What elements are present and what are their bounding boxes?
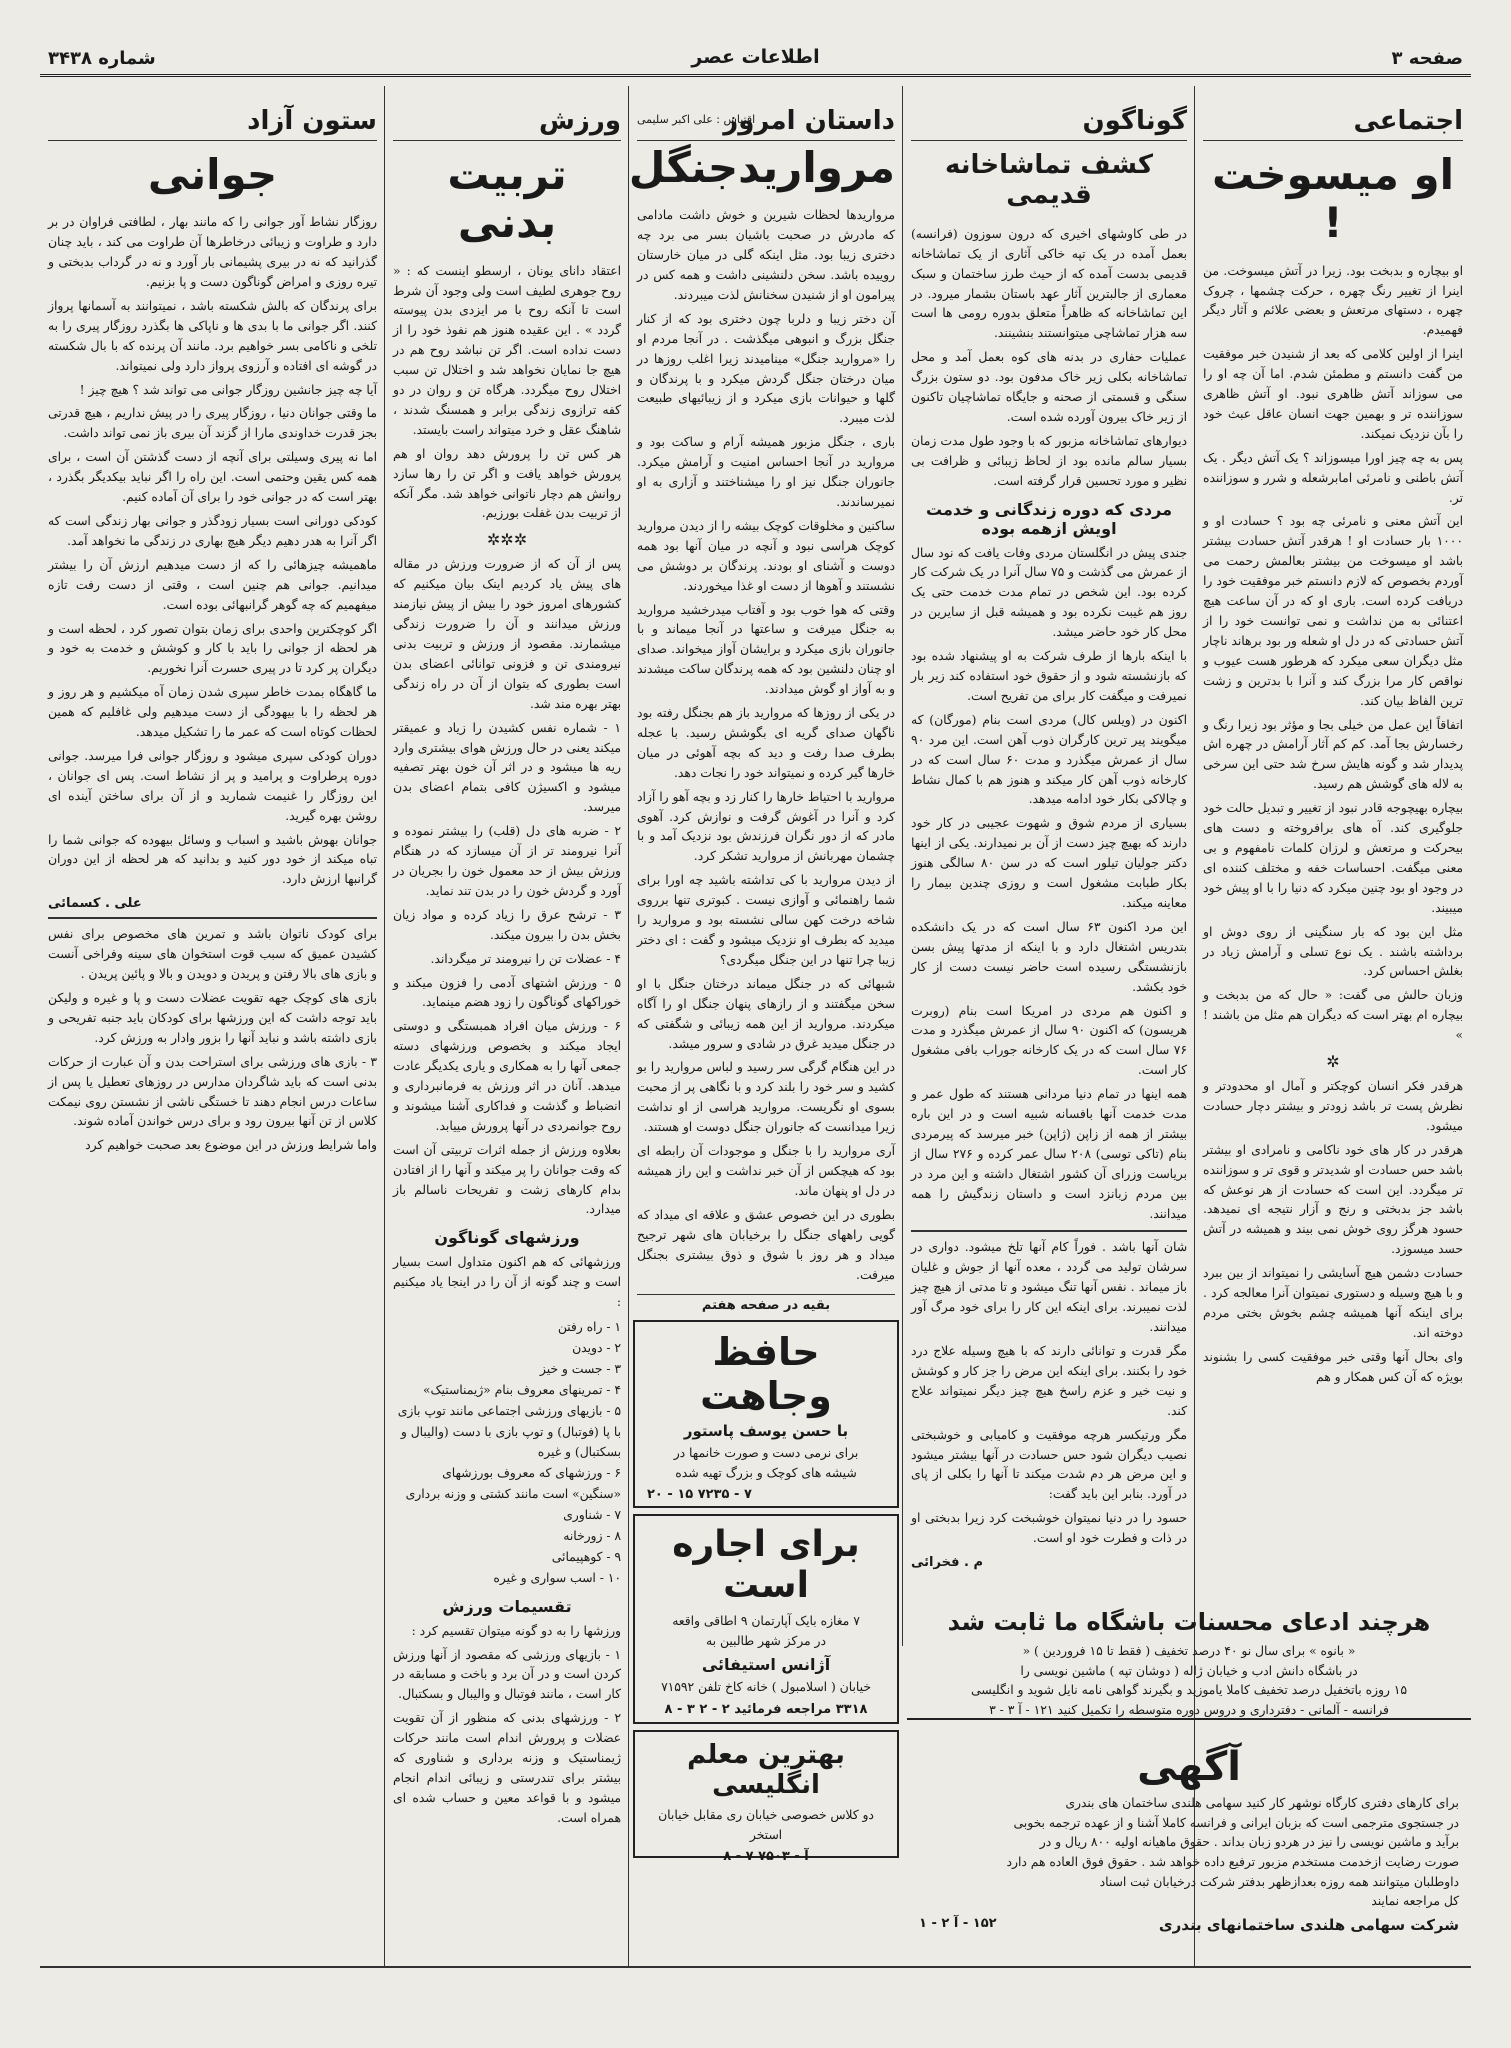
ad-line: برای کارهای دفتری کارگاه نوشهر کار کنید سهامی هلندی ساختمان های بندری	[1065, 1796, 1459, 1810]
article-paragraph: شان آنها باشد . فوراً کام آنها تلخ میشود. دواری در سرشان تولید می گردد ، معده آنها از جوش و غلیان باز میماند . نفس آنها تنگ میشود و تا مدتی از هیچ چیز لذت نمیبرند. برای اینکه این کار را برای خود مرگ آور میدانند.	[911, 1240, 1187, 1335]
article-paragraph: ورزشهائی که هم اکنون متداول است بسیار است و چند گونه از آن را در اینجا یاد میکنیم :	[393, 1255, 621, 1310]
article-paragraph: ۴ - عضلات تن را نیرومند تر میگرداند.	[430, 951, 621, 966]
article-paragraph: ۲ - ضربه های دل (قلب) را بیشتر نموده و آنرا نیرومند تر از آن میسازد که در هنگام ورزش بیش از حد معمول خون را بجریان در آورد و گردش خون را در بدن تند نماید.	[393, 824, 621, 898]
ad-title: آگهی	[1137, 1744, 1241, 1790]
ad-address: خیابان ( اسلامبول ) خانه کاخ تلفن ۷۱۵۹۲	[661, 1680, 871, 1695]
list-item: ۴ - تمرینهای معروف بنام «ژیمناستیک»	[423, 1382, 621, 1397]
article-paragraph: اگر کوچکترین واحدی برای زمان بتوان تصور کرد ، لحظه است و هر لحظه از جوانی را باید با کار و کوشش و خدمت به خود و دیگران پر کرد تا در پیری حسرت آنرا نخوریم.	[48, 621, 377, 676]
ad-subtitle: با حسن یوسف پاستور	[683, 1422, 849, 1440]
ad-line: ۱۵ روزه باتخفیل درصد تخفیف کاملا یاموزید و بگیرند گواهی نامه نایل شوید و انگلیسی	[971, 1683, 1407, 1698]
article-paragraph: وقتی که هوا خوب بود و آفتاب میدرخشید مروارید به جنگل میرفت و ساعتها در آنجا میماند و با جانوران بازی میکرد و برایشان آواز میخواند. صدای او چنان دلنشین بود که همه پرندگان ساکت میشدند و به آواز او گوش میدادند.	[637, 602, 895, 697]
article-paragraph: اتفاقاً این عمل من خیلی بجا و مؤثر بود زیرا رنگ و رخسارش بجا آمد. کم کم آثار آرامش در چهره اش پدیدار شد و گونه هایش سرخ شد حتی این سرخی به لاله های گوشش هم رسید.	[1203, 717, 1463, 792]
article-signature: علی . کسمائی	[48, 896, 142, 912]
article-paragraph: جوانان بهوش باشید و اسباب و وسائل بیهوده که جوانی شما را تباه میکند از خود دور کنید و بدانید که هر لحظه از این دوران گرانبها ارزش دارد.	[48, 832, 377, 887]
article-paragraph: وای بحال آنها وقتی خبر موفقیت کسی را بشنوند بویژه که آن کس همکار و هم	[1203, 1349, 1463, 1384]
article-paragraph: ما وقتی جوانان دنیا ، روزگار پیری را در پیش نداریم ، هیچ قدرتی بجز قدرت خداوندی مارا از گزند آن بیری باز نمی تواند داشت.	[48, 406, 377, 441]
section-divider	[48, 917, 377, 919]
column-gunagun	[903, 86, 1195, 1598]
article-paragraph: او بیچاره و بدبخت بود. زیرا در آتش میسوخت. من اینرا از تغییر رنگ چهره ، حرکت چشمها ، چروک چهره ، دستهای مرتعش و بعضی علائم و آثار دیگر فهمیدم.	[1203, 263, 1463, 338]
article-paragraph: ورزشها را به دو گونه میتوان تقسیم کرد :	[411, 1623, 621, 1638]
article-paragraph: مثل این بود که بار سنگینی از روی دوش او برداشته باشند . یک نوع تسلی و آرامش زیاد در بغلش احساس کرد.	[1203, 924, 1463, 979]
column-azad	[40, 86, 385, 1966]
page-number: صفحه ۳	[1391, 48, 1463, 69]
article-byline: اقتباس : علی اکبر سلیمی	[637, 113, 756, 126]
ad-english-teacher	[633, 1730, 899, 1865]
article-paragraph: هرقدر فکر انسان کوچکتر و آمال او محدودتر و نظرش پست تر باشد زودتر و بیشتر دچار حسادت میشود.	[1203, 1079, 1463, 1133]
article-paragraph: اما نه پیری وسیلتی برای آنچه از دست گذشتن آن است ، برای همه کس یقین وحتمی است. این راه را اگر نباید بیکدیگر بگذرد ، بهتر است که در جوانی خود را برای آن آماده کنیم.	[48, 450, 377, 505]
ad-line: در جستجوی مترجمی است که بزبان ایرانی و فرانسه کاملا آشنا و از عهده ترجمه بخوبی	[1013, 1815, 1459, 1830]
list-item: ۳ - جست و خیز	[539, 1361, 621, 1376]
continued-notice: بقیه در صفحه هفتم	[637, 1294, 895, 1313]
article-paragraph: وزبان حالش می گفت: « حال که من بدبخت و بیچاره ام بهتر است که دیگران هم مثل من باشند ! »	[1203, 988, 1463, 1043]
ad-line: شیشه های کوچک و بزرگ تهیه شده	[675, 1465, 857, 1480]
article-paragraph: آن دختر زیبا و دلربا چون دختری بود که از کنار جنگل بزرگ و انبوهی میگذشت . در آنجا مردم او را «مروارید جنگل» مینامیدند زیرا اغلب روزها در میان درختان جنگل گردش میکرد و با پرندگان و گلها و حیوانات بازی میکرد و از زیبائیهای طبیعت لذت میبرد.	[637, 311, 895, 426]
ad-line: صورت رضایت ازخدمت مستخدم مزبور ترفیع داده خواهد شد . حقوق فوق العاده هم دارد	[1006, 1855, 1459, 1870]
list-item: ۷ - شناوری	[563, 1508, 621, 1523]
article-headline: او میسوخت !	[1211, 150, 1455, 248]
article-paragraph: حسادت دشمن هیچ آسایشی را نمیتواند از بین ببرد و با هیچ وسیله و دستوری نمیتوان آنرا معالجه کرد . برای اینکه آنها همیشه چشم بخوش بختی مردم دوخته اند.	[1203, 1266, 1463, 1340]
ad-phone: ۷ - ۷۲۳۵ ۱۵ - ۲۰	[647, 1487, 752, 1503]
article-paragraph: اعتقاد دانای یونان ، ارسطو اینست که : « روح جوهری لطیف است ولی وجود آن شرط است تا آنکه روح با مر ایزدی بدن پیوسته گردد » . این عقیده هنوز هم نفوذ خود را از دست نداده است. اگر تن نباشد روح هم در هیچ جا نمایان نخواهد شد و اختلال تن سبب اختلال روح میگردد. هرگاه تن و روان در دو کفه ترازوی زندگی برابر و همسنگ شدند ، شاهنگ عقل و خرد میتواند راست بایستد.	[393, 263, 621, 437]
list-item: ۲ - دویدن	[572, 1340, 621, 1355]
list-item: ۸ - زورخانه	[563, 1529, 621, 1543]
article-paragraph: ۱ - بازیهای ورزشی که مقصود از آنها ورزش کردن است و در آن برد و باخت و مسابقه در کار است ، مانند فوتبال و والیبال و بسکتبال.	[393, 1647, 621, 1702]
ad-hafez-vejahat	[633, 1320, 899, 1508]
article-paragraph: آری مروارید را با جنگل و موجودات آن رابطه ای بود که هیچکس از آن خبر نداشت و این راز همیشه در دل او پنهان ماند.	[637, 1144, 895, 1198]
article-paragraph: پس از آن که از ضرورت ورزش در مقاله های پیش یاد کردیم اینک بیان میکنیم که کشورهای امروز خود را بیش از پیش نیازمند ورزش میدانند و آن را ضرورت زندگی میشمارند. مقصود از ورزش و تربیت بدنی نیرومندی تن و فزونی توانائی اعضای بدن است بطوری که بتوان از آن در راه زندگی بهتر بهره مند شد.	[393, 557, 621, 711]
article-paragraph: ۲ - ورزشهای بدنی که منظور از آن تقویت عضلات و پرورش اندام است مانند حرکات ژیمناستیک و وزنه برداری و شناوری که بیشتر برای تندرستی و زیبائی اندام انجام میشود و با قواعد معین و حساب شده ای همراه است.	[393, 1711, 621, 1825]
article-paragraph: ما گاهگاه بمدت خاطر سپری شدن زمان آه میکشیم و هر روز و هر لحظه را با بیهودگی از دست میدهیم ولی غافلیم که همین لحظات کوتاه است که عمر ما را تشکیل میدهد.	[48, 685, 377, 740]
article-paragraph: از دیدن مروارید با کی تداشته باشید چه اورا برای شما راهنمائی و آوازی نیست . کبوتری تنها برروی شاخه درخت کهن سالی نشسته بود و مروارید را میدید که بطرف او نزدیک میشود و گفت : ای دختر زیبا چرا تنها در این جنگل میگردی؟	[637, 873, 895, 967]
ad-line: داوطلبان میتوانند همه روزه بعدازظهر بدفتر شرکت درخیابان ثبت اسناد	[1099, 1874, 1459, 1889]
article-paragraph: ۶ - ورزش میان افراد همبستگی و دوستی ایجاد میکند و بخصوص ورزشهای دسته جمعی آنها را به همکاری و یاری یکدیگر عادت میدهد. آنان در اثر ورزش به فرمانبرداری و انضباط و گذشت و فداکاری آشنا میشوند و روح جوانمردی در آنها پرورش مییابد.	[393, 1019, 621, 1133]
ad-phone: آ - ۷۵۰۳ ۷ - ۸	[723, 1849, 809, 1865]
article-paragraph: ۱ - شماره نفس کشیدن را زیاد و عمیقتر میکند یعنی در حال ورزش هوای بیشتری وارد ریه ها میشود و در اثر آن خون بهتر تصفیه میشود و اکسیژن کافی بتمام اعضای بدن میرسد.	[393, 720, 621, 815]
bottom-rule	[40, 1966, 1471, 1968]
ad-title: حافظ وجاهت	[700, 1330, 832, 1418]
section-kicker: اجتماعی	[1203, 106, 1463, 141]
article-paragraph: همه اینها در تمام دنیا مردانی هستند که طول عمر و مدت خدمت آنها بافسانه شبیه است و در این باره بیشتر از همه از زاپن (ژاپن) خبر میرسد که پیرمردی بنام (تاکی توسی) ۲۰۸ سال عمر کرده و ۲۷۶ سال از بریاست وزرای آن کشور اشتغال داشته و این مرد در بین مردم زبانزد است و داستان زندگیش را همه میدانند.	[911, 1087, 1187, 1221]
article-paragraph: هر کس تن را پرورش دهد روان او هم پرورش خواهد یافت و اگر تن را رها سازد روانش هم دچار ناتوانی خواهد شد. مگر آنکه از تربیت بدن غفلت بورزیم.	[393, 446, 621, 521]
article-paragraph: مروارید با احتیاط خارها را کنار زد و بچه آهو را آزاد کرد و آنرا در آغوش گرفت و نوازش کرد. آهوی مادر که از دور نگران فرزندش بود نزدیک آمد و با چشمان مهربانش از مروارید تشکر کرد.	[637, 789, 895, 864]
ad-footer	[919, 1916, 1459, 1934]
ad-for-rent	[633, 1514, 899, 1724]
article-paragraph: بازی های کوچک جهه تقویت عضلات دست و پا و غیره و ولیکن باید توجه داشت که این ورزشها برای کودکان باید جنبه تفریحی و بازی داشته باشد و نباید آنها را بزور وادار به ورزش کرد.	[48, 991, 377, 1045]
column-dastan	[629, 86, 903, 1286]
article-headline: کشف تماشاخانه قدیمی	[945, 150, 1153, 210]
ad-phone: ۳۳۱۸ مراجعه فرمائید ۲ - ۲ ۳ - ۸	[664, 1702, 868, 1718]
article-paragraph: جندی پیش در انگلستان مردی وفات یافت که نود سال از عمرش می گذشت و ۷۵ سال آنرا در یک شرکت کار کرده بود. این شخص در تمام مدت خدمت حتی یک روز هم غیبت نکرده بود و همیشه قبل از سایرین در محل کار خود حاضر میشد.	[911, 545, 1187, 640]
list-item: ۵ - بازیهای ورزشی اجتماعی مانند توپ بازی با پا (فوتبال) و توپ بازی با دست (والیبال و بسکتبال) و غیره	[397, 1403, 621, 1460]
article-paragraph: برای پرندگان که بالش شکسته باشد ، نمیتوانند به آسمانها پرواز کنند. اگر جوانی ما با بدی ها و ناپاکی ها بگذرد روزگار پیری را به تلخی و ناکامی بسر خواهیم برد. مانند آن پرنده که با بال شکسته در گوشه ای افتاده و آرزوی پرواز دارد ولی نمیتواند.	[48, 298, 377, 373]
article-paragraph: ۳ - بازی های ورزشی برای استراحت بدن و آن عبارت از حرکات بدنی است که باید شاگردان مدارس در روزهای تعطیل یا پس از ساعات درس انجام دهند تا خستگی ناشی از نشستن روی نیمکت کلاس از تن آنها بیرون رود و برای درس خواندن آماده شوند.	[48, 1054, 377, 1129]
article-paragraph: ماهمیشه چیزهائی را که از دست میدهیم ارزش آن را بیشتر میدانیم. جوانی هم چنین است ، وقتی از دست رفت تازه میفهمیم که چه گوهر گرانبهائی بوده است.	[48, 557, 377, 612]
article-headline: تربیت بدنی	[447, 150, 567, 248]
section-kicker: ستون آزاد	[48, 106, 377, 141]
article-paragraph: عملیات حفاری در بدنه های کوه بعمل آمد و محل تماشاخانه بکلی زیر خاک مدفون بود. دو ستون بزرگ سنگی و قسمتی از صحنه و جایگاه تماشاچیان تاکنون از زیر خاک بیرون آورده شده است.	[911, 350, 1187, 424]
article-paragraph: با اینکه بارها از طرف شرکت به او پیشنهاد شده بود که بازنشسته شود و از حقوق خود استفاده کند زیر بار نمیرفت و میگفت کار برای من تفریح است.	[911, 649, 1187, 703]
column-varzesh	[385, 86, 629, 1966]
section-kicker: گوناگون	[911, 106, 1187, 141]
article-headline: جوانی	[147, 150, 278, 199]
ad-phone: ۱۵۲ - آ ۲ - ۱	[919, 1916, 997, 1932]
article-paragraph: واما شرایط ورزش در این موضوع بعد صحبت خواهیم کرد	[85, 1138, 377, 1153]
ad-line: دو کلاس خصوصی خیابان ری مقابل خیابان استخر	[658, 1808, 874, 1842]
list-item: ۹ - کوهپیمائی	[551, 1549, 621, 1564]
ad-line: فرانسه - آلمانی - دفترداری و دروس دوره متوسطه را تکمیل کنید ۱۲۱ - آ ۳ - ۳	[989, 1703, 1389, 1718]
article-paragraph: هرقدر در کار های خود ناکامی و نامرادی او بیشتر باشد حس حسادت او شدیدتر و قوی تر و سوزاننده تر میگردد. این است که حسادت از هر نوعش که باشد جز بدبختی و رنج و آزار نتیجه ای نمیدهد. حسود هرگز روی خوش نمی بیند و همیشه در آتش حسد میسوزد.	[1203, 1142, 1463, 1257]
ad-line: ۷ مغازه بایک آپارتمان ۹ اطاقی واقعه	[672, 1614, 860, 1628]
section-divider	[911, 1230, 1187, 1232]
ad-title: هرچند ادعای محسنات باشگاه ما ثابت شد	[947, 1608, 1431, 1636]
article-subheadline: ورزشهای گوناگون	[434, 1228, 580, 1248]
masthead	[40, 40, 1471, 77]
list-item: ۶ - ورزشهای که معروف بورزشهای «سنگین» است مانند کشتی و وزنه برداری	[405, 1466, 621, 1502]
article-paragraph: اکنون در (ویلس کال) مردی است بنام (مورگان) که میگویند پیر ترین کارگران ذوب آهن است. این مرد ۹۰ سال از عمرش میگذرد و مدت ۶۰ سال است که در کارخانه ذوب آهن کار میکند و هنوز هم با کمال نشاط و چالاکی بکار خود ادامه میدهد.	[911, 712, 1187, 807]
article-paragraph: ۳ - ترشح عرق را زیاد کرده و مواد زیان بخش بدن را بیرون میکند.	[393, 907, 621, 942]
article-paragraph: برای کودک ناتوان باشد و تمرین های مخصوص برای نفس کشیدن عمیق که سبب قوت استخوان های سینه وفراخی آنست و بازی های بالا رفتن و پریدن و دویدن و بالا و پائین پریدن .	[48, 927, 377, 982]
article-paragraph: این مرد اکنون ۶۳ سال است که در یک دانشکده بتدریس اشتغال دارد و با اینکه از مدتها پیش بسن بازنشستگی رسیده است حاضر نیست دست از کار خود بکشد.	[911, 919, 1188, 994]
article-paragraph: دیوارهای تماشاخانه مزبور که با وجود طول مدت زمان بسیار سالم مانده بود از لحاظ زیبائی و ظرافت بی نظیر و مورد تحسین قرار گرفته است.	[911, 433, 1187, 488]
article-paragraph: آیا چه چیز جانشین روزگار جوانی می تواند شد ؟ هیچ چیز !	[79, 382, 377, 397]
article-headline: مرواریدجنگل	[628, 143, 895, 192]
ad-title: برای اجاره است	[672, 1524, 860, 1606]
ad-line: برای نرمی دست و صورت خانمها در	[673, 1446, 859, 1460]
star-divider-icon: ✲✲✲	[486, 530, 528, 550]
article-paragraph: بسیاری از مردم شوق و شهوت عجیبی در کار خود دارند که بهیچ چیز دست از آن بر نمیدارند. یکی از اینها دکتر جولیان تیلور است که در سن ۸۰ سالگی هنوز بکار طبابت مشغول است و روزی چندین بیمار را معاینه میکند.	[911, 816, 1187, 910]
article-paragraph: مگر قدرت و توانائی دارند که با هیچ وسیله علاج درد خود را بکنند. برای اینکه این مرض را جز کار و کوشش و نیت خیر و عزم راسخ هیچ چیز دیگر نمیتواند علاج کند.	[911, 1344, 1187, 1418]
article-paragraph: شبهائی که در جنگل میماند درختان جنگل با او سخن میگفتند و از رازهای پنهان جنگل او را آگاه میکردند. مروارید از این همه زیبائی و شگفتی که در جنگل میدید غرق در شادی و سرور میشد.	[637, 976, 895, 1051]
ad-agency: آژانس استیفائی	[701, 1655, 831, 1675]
article-subheadline: مردی که دوره زندگانی و خدمت اویش ازهمه بوده	[926, 499, 1172, 538]
article-paragraph: روزگار نشاط آور جوانی را که مانند بهار ، لطافتی فراوان در بر دارد و طراوت و زیبائی درخاطرها آن طراوت می کند ، باید چنان گذرانید که نه در بیری پشیمانی بار آورد و نه در گرداب بدبختی و تیره روزی و امراض گوناگون دست و پا بزنیم.	[48, 215, 377, 290]
issue-number: شماره ۳۴۳۸	[48, 48, 156, 69]
column-ijtemai	[1195, 86, 1471, 1598]
article-paragraph: در طی کاوشهای اخیری که درون سوزون (فرانسه) بعمل آمده در یک تپه خاکی آثاری از یک تماشاخانه قدیمی بدست آمده که از حیث طرز ساختمان و سبک معماری از جالبترین آثار عهد باستان بشمار میرود. در این تماشاخانه که ظاهراً متعلق بدوره رومی ها است سه هزار تماشاچی میتوانستند بنشینند.	[911, 226, 1187, 341]
ad-club	[907, 1600, 1471, 1720]
article-paragraph: مگر ورتیکسر هرچه موفقیت و کامیابی و خوشبختی نصیب دیگران شود حس حسادت در آنها بیشتر میشود و این مرض هر دم شدت میکند تا آنها را بکلی از پای در آورد. بنابر این باید گفت:	[911, 1427, 1187, 1502]
article-paragraph: ۵ - ورزش اشتهای آدمی را فزون میکند و خوراکهای گوناگون را زود هضم مینماید.	[393, 975, 621, 1010]
article-paragraph: ساکنین و مخلوقات کوچک بیشه را از دیدن مروارید کوچک هراسی نبود و آنچه در میان آنها بود همه دوست و آشنای او بودند. پرندگان بر دوشش می نشستند و آهوها از دست او غذا میخوردند.	[637, 518, 895, 593]
article-paragraph: و اکنون هم مردی در امریکا است بنام (روبرت هریسون) که اکنون ۹۰ سال از عمرش میگذرد و مدت ۷۶ سال است که در یک کارخانه جوراب بافی مشغول کار است.	[911, 1003, 1187, 1078]
article-paragraph: بطوری در این خصوص عشق و علاقه ای میداد که گویی راههای جنگل را برخیابان های شهر ترجیح میداد و هر روز با شوق و ذوق بیشتری بجنگل میرفت.	[637, 1207, 895, 1282]
article-paragraph: در این هنگام گرگی سر رسید و لباس مروارید را بو کشید و سر خود را بلند کرد و با نگاهی پر از محبت بسوی او نگریست. مروارید هراسی از او نداشت زیرا میدانست که جانوران جنگل دوست او هستند.	[637, 1060, 895, 1135]
article-paragraph: در یکی از روزها که مروارید باز هم بجنگل رفته بود ناگهان صدای گریه ای بگوشش رسید. با عجله بطرف صدا رفت و دید که بچه آهوئی در میان خارها گیر کرده و نمیتواند خود را نجات دهد.	[637, 706, 895, 780]
list-item: ۱۰ - اسب سواری و غیره	[493, 1570, 621, 1585]
ad-line: در مرکز شهر طالبین به	[706, 1633, 826, 1648]
article-signature: م . فخرائی	[911, 1555, 983, 1571]
ad-line: کل مراجعه نمایند	[1371, 1894, 1459, 1909]
article-paragraph: مرواریدها لحظات شیرین و خوش داشت مادامی که مادرش در صحبت باشیان بسر می برد چه دختری زیبا بود. مثل اینکه گلی در میان خارستان روییده باشد. سخن دلنشینی داشت و همه کس در پیرامون او از شنیدن سخنانش لذت میبردند.	[637, 208, 895, 302]
ad-title: بهترین معلم انگلیسی	[687, 1740, 845, 1800]
ad-line: برآید و ماشین نویسی را نیز در هردو زبان بداند . حقوق ماهیانه اولیه ۸۰۰ ریال و در	[1039, 1835, 1459, 1850]
article-paragraph: بیچاره بهیچوجه قادر نبود از تغییر و تبدیل حالت خود جلوگیری کند. آه های برافروخته و دست های بیحرکت و مرتعش و لرزان کلمات نامفهوم و بی معنی میگفت. احساسات خفه و مختلف کننده ای در وجود او بود چنین میکرد که دنیا را با او پیش خود میبیند.	[1203, 801, 1463, 915]
ad-line: « بانوه » برای سال نو ۴۰ درصد تخفیف ( فقط تا ۱۵ فروردین ) «	[1022, 1644, 1356, 1658]
article-paragraph: حسود را در دنیا نمیتوان خوشبخت کرد زیرا بدبختی او در ذات و فطرت خود او است.	[911, 1511, 1187, 1546]
list-item: ۱ - راه رفتن	[557, 1320, 621, 1335]
article-paragraph: اینرا از اولین کلامی که بعد از شنیدن خبر موفقیت من گفت دانستم و مطمئن شدم. اما آن چه او را می سوزاند آتش ظاهری نبود. او آتش ظاهری سوزاننده تر و بهمین جهت انسان عاقل عبث خود را بآن نزدیک نمیکند.	[1203, 347, 1463, 441]
article-paragraph: بعلاوه ورزش از جمله اثرات تربیتی آن است که وقت جوانان را پر میکند و آنها را از افتادن بدام کارهای زشت و تفریحات ناسالم باز میدارد.	[393, 1142, 621, 1217]
ad-company: شرکت سهامی هلندی ساختمانهای بندری	[1158, 1916, 1459, 1935]
article-subheadline: تقسیمات ورزش	[442, 1596, 572, 1616]
article-paragraph: پس به چه چیز اورا میسوزاند ؟ یک آتش دیگر . یک آتش باطنی و نامرئی امابرشعله و شرر و سوزاننده تر.	[1203, 450, 1463, 505]
article-paragraph: دوران کودکی سپری میشود و روزگار جوانی فرا میرسد. جوانی دوره پرطراوت و پرامید و پر از نشاط است. پس ای جوانان ، این روزگار را غنیمت شمارید و از آن برای ساختن آینده ای روشن بهره گیرید.	[48, 748, 377, 823]
article-paragraph: باری ، جنگل مزبور همیشه آرام و ساکت بود و مروارید در آنجا احساس امنیت و آرامش میکرد. جانوران جنگل نیز او را میشناختند و آزاری به او نمیرساندند.	[637, 435, 895, 509]
paper-name: اطلاعات عصر	[691, 46, 820, 68]
article-paragraph: این آتش معنی و نامرئی چه بود ؟ حسادت او و ۱۰۰۰ بار حسادت او ! هرقدر آتش حسادت بیشتر باشد او میسوخت من بیشتر بعالمش رحمت می آوردم بخصوص که لازم دانستم خبر موفقیت خود را دریافت کرده است. باری او که در آن ساعت هیچ اعتنائی به من نداشت و نمی توانست خود را از آتش حسادتی که در دل او شعله ور بود برهاند ناچار مثل دیگران سعی میکرد که هرطور هست عیوب و نواقص کار مرا بزرگ کند و آنرا با بدترین و زشت ترین الفاظ بیان کند.	[1203, 514, 1463, 708]
article-paragraph: کودکی دورانی است بسیار زودگذر و جوانی بهار زندگی است که اگر آنرا به هدر دهیم دیگر هیچ بهاری در زندگی ما نخواهد آمد.	[48, 513, 377, 548]
ad-line: در باشگاه دانش ادب و خیابان ژاله ( دوشان تپه ) ماشین نویسی را	[1020, 1663, 1358, 1678]
section-kicker: داستان امروز	[637, 106, 895, 141]
section-kicker: ورزش	[393, 106, 621, 141]
ad-agahi	[907, 1736, 1471, 1935]
star-divider-icon: ✲	[1326, 1052, 1340, 1072]
